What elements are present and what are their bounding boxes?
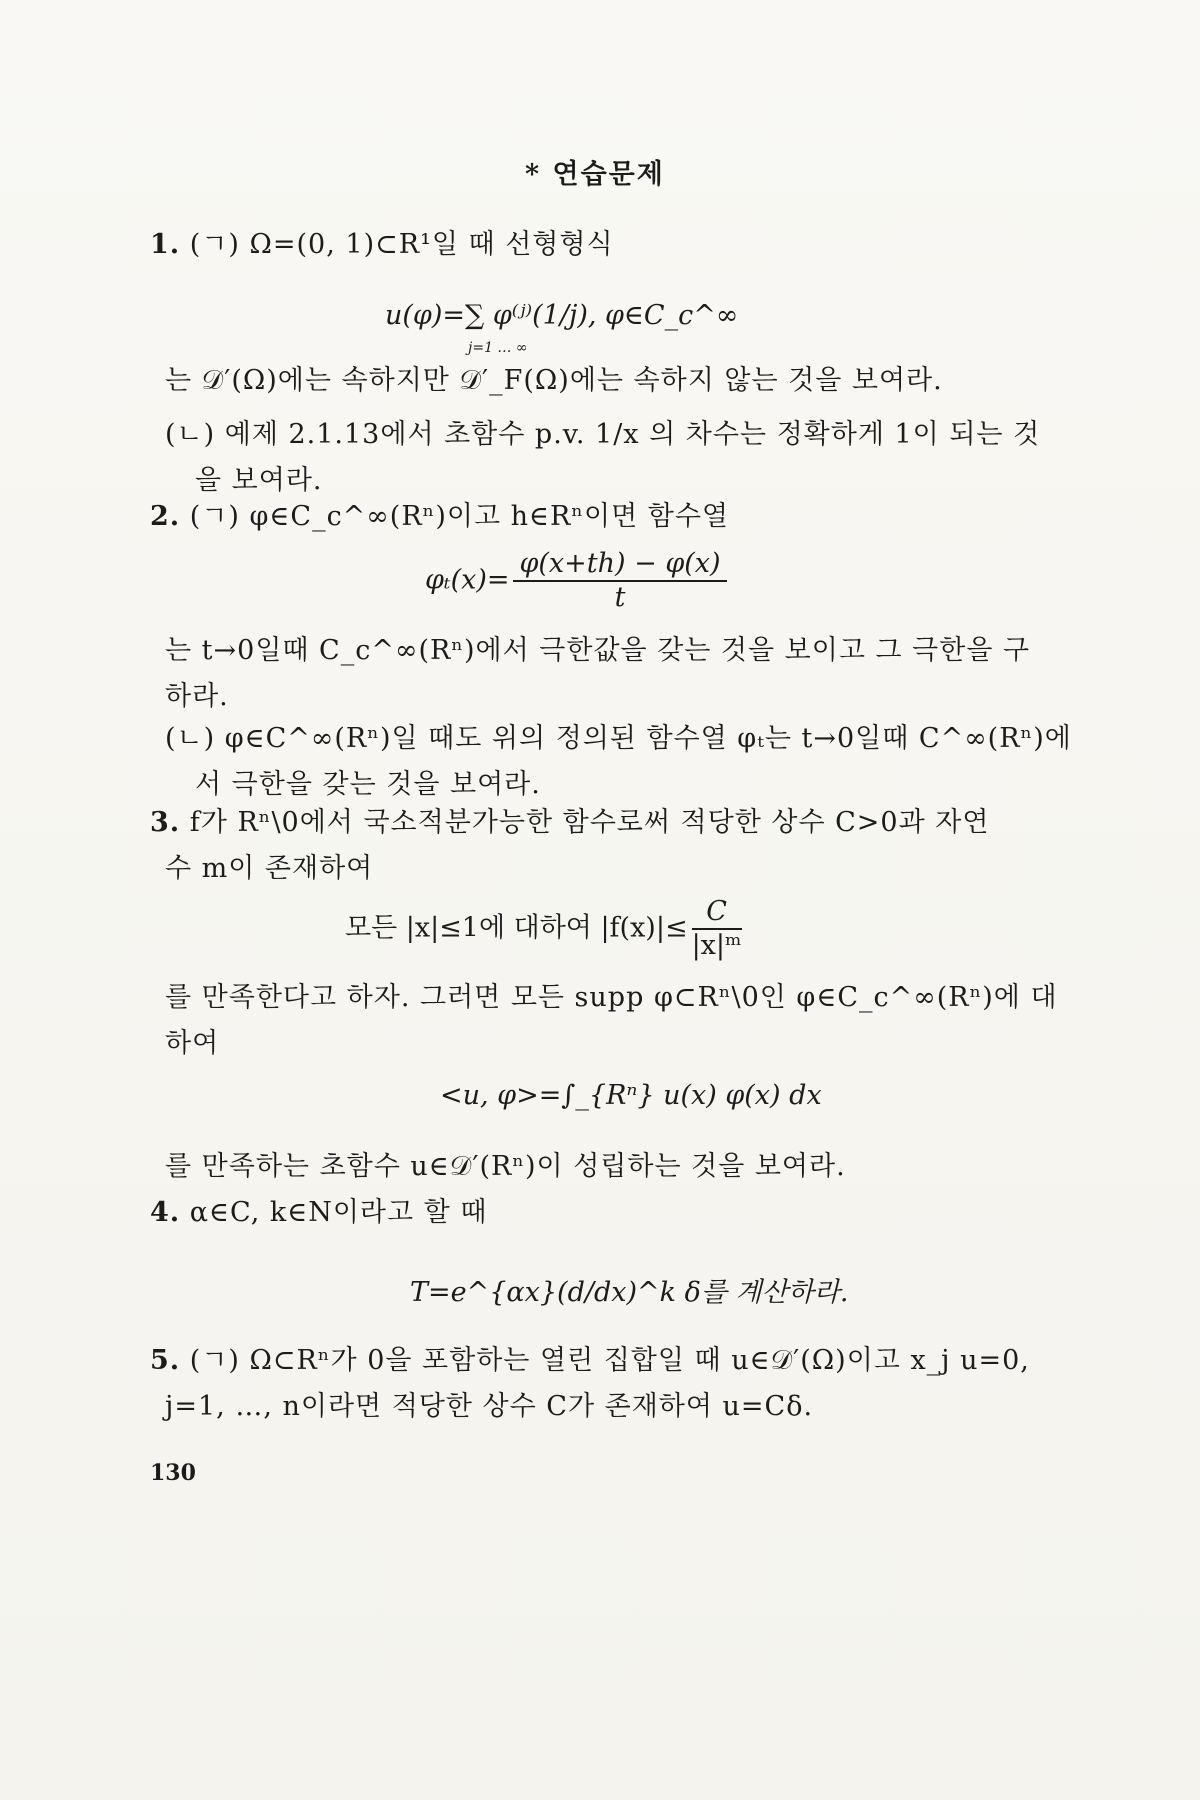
problem-5-number: 5.	[150, 1345, 181, 1376]
problem-3-line-3: 를 만족한다고 하자. 그러면 모든 supp φ⊂Rⁿ\0인 φ∈C_c^∞(Rⁿ)에 대	[165, 982, 1058, 1013]
problem-3-line-1	[150, 800, 989, 846]
problem-1-line-a	[150, 222, 614, 268]
problem-4-number: 4.	[150, 1197, 181, 1228]
problem-2a-text-1: 는 t→0일때 C_c^∞(Rⁿ)에서 극한값을 갖는 것을 보이고 그 극한을 구	[165, 635, 1031, 666]
problem-2b-line-2: 서 극한을 갖는 것을 보여라.	[195, 769, 541, 800]
problem-1-formula: u(φ)=∑ φ⁽ʲ⁾(1/j), φ∈C_c^∞	[385, 300, 739, 331]
problem-2-formula: φₜ(x)= $\frac{\varphi(x+th) - \varphi(x)}{t}$	[425, 548, 731, 614]
problem-1b-line-2: 을 보여라.	[195, 465, 323, 496]
problem-3-number: 3.	[150, 807, 181, 838]
problem-3-formula-2: <u, φ>=∫_{Rⁿ} u(x) φ(x) dx	[440, 1080, 822, 1111]
problem-1a-text: (ㄱ) Ω=(0, 1)⊂R¹일 때 선형형식	[189, 229, 614, 260]
problem-3-line-5: 를 만족하는 초함수 u∈𝒟′(Rⁿ)이 성립하는 것을 보여라.	[165, 1151, 846, 1182]
problem-2b-line-1: (ㄴ) φ∈C^∞(Rⁿ)일 때도 위의 정의된 함수열 φₜ는 t→0일때 C^∞(Rⁿ)에	[165, 723, 1072, 754]
problem-1b-line-1: (ㄴ) 예제 2.1.13에서 초함수 p.v. 1/x 의 차수는 정확하게 1이 되는 것	[165, 419, 1041, 450]
problem-2-line-a	[150, 494, 729, 540]
problem-2-number: 2.	[150, 501, 181, 532]
problem-2a-text-2: 하라.	[165, 681, 229, 712]
page-number: 130	[150, 1460, 196, 1486]
problem-3-formula-1: 모든 |x|≤1에 대하여 |f(x)|≤ $\frac{C}{\text{|x|ᵐ}}$	[345, 896, 742, 961]
problem-3-text-1: f가 Rⁿ\0에서 국소적분가능한 함수로써 적당한 상수 C>0과 자연	[189, 807, 990, 838]
problem-5-line-2: j=1, …, n이라면 적당한 상수 C가 존재하여 u=Cδ.	[165, 1391, 814, 1422]
problem-3-line-2: 수 m이 존재하여	[165, 853, 374, 884]
problem-4-text-1: α∈C, k∈N이라고 할 때	[189, 1197, 488, 1228]
problem-5-text-1: (ㄱ) Ω⊂Rⁿ가 0을 포함하는 열린 집합일 때 u∈𝒟′(Ω)이고 x_j u=0,	[189, 1345, 1030, 1376]
page-title: * 연습문제	[525, 159, 665, 190]
problem-1a-statement: 는 𝒟′(Ω)에는 속하지만 𝒟′_F(Ω)에는 속하지 않는 것을 보여라.	[165, 365, 943, 396]
problem-4-formula: T=e^{αx}(d/dx)^k δ를 계산하라.	[410, 1277, 849, 1308]
problem-4-line-1	[150, 1190, 487, 1236]
problem-2a-text: (ㄱ) φ∈C_c^∞(Rⁿ)이고 h∈Rⁿ이면 함수열	[189, 501, 730, 532]
problem-1-sum-limits: j=1 … ∞	[468, 340, 528, 356]
problem-3-line-4: 하여	[165, 1028, 220, 1059]
problem-1-number: 1.	[150, 229, 181, 260]
problem-5-line-1	[150, 1338, 1030, 1384]
